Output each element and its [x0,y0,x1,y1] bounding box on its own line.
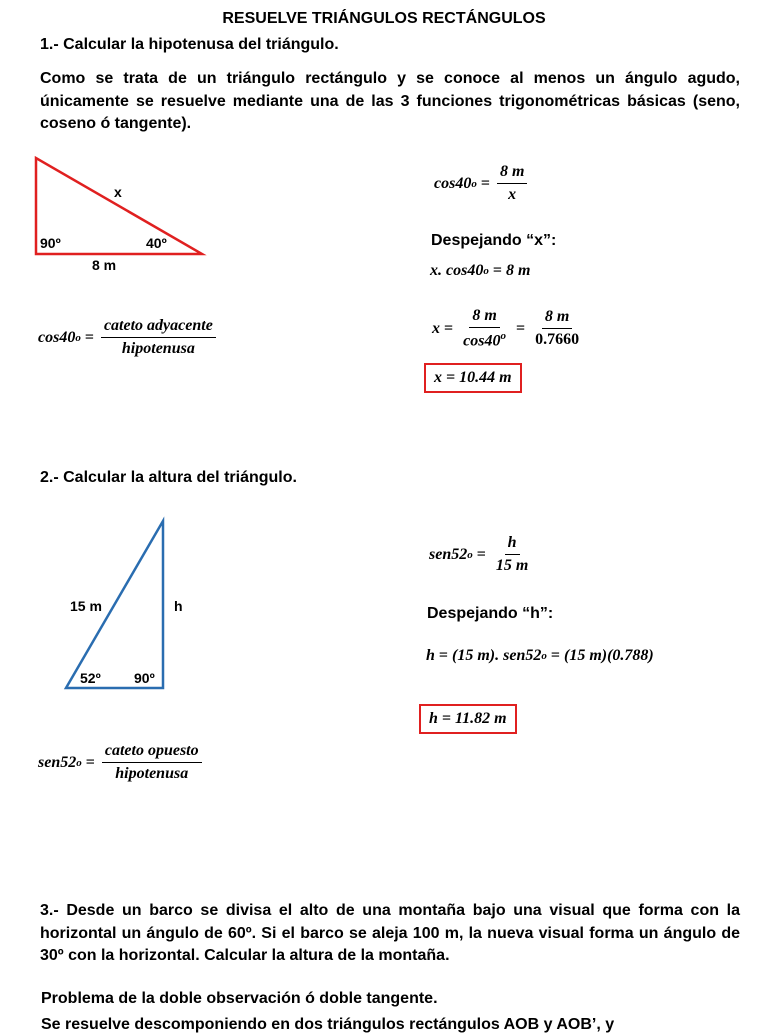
x-solution-equation: x = $\frac{8 m}{\cos 40^o}$ = $\frac{8 m}{0.7660}$ [432,307,580,350]
problem-3-heading: 3.- Desde un barco se divisa el alto de una montaña bajo una visual que forma con la horizontal un ángulo de 60º. Si el barco se aleja 100 m, la nueva visual forma un ángulo de 30º con la horizontal. Calcular la altura de la montaña. [40,902,740,964]
problem-3-cut-line: Se resuelve descomponiendo en dos triángulos rectángulos AOB y AOB’, y [41,1016,615,1033]
triangle-2-right-angle-label: 90º [134,670,155,686]
triangle-1-diagram [30,150,230,275]
sen-definition: sen52 o = $\frac{\text{cateto opuesto}}{\text{hipotenusa}}$ [38,742,205,783]
triangle-1-base-label: 8 m [92,257,117,273]
h-equation: h = (15 m). sen52 o = (15 m)(0.788) [426,647,654,664]
problem-3-subheading: Problema de la doble observación ó doble tangente. [41,990,438,1007]
x-equation: x. cos40 o = 8 m [430,262,531,279]
triangle-2-hyp-label: 15 m [70,598,102,614]
triangle-1-shape [36,158,202,254]
sen-equation: sen52 o = $\frac{h}{15 m}$ [429,534,529,574]
despejando-x-label: Despejando “x”: [431,232,557,249]
h-result-box: h = 11.82 m [419,704,517,734]
triangle-2-side-label: h [174,598,183,614]
cos-definition: cos40 o = $\frac{\text{cateto adyacente}}{\text{hipotenusa}}$ [38,317,219,358]
problem-1-intro: Como se trata de un triángulo rectángulo y se conoce al menos un ángulo agudo, únicamente se resuelve mediante una de las 3 funciones trigonométricas básicas (seno, coseno ó tangente). [40,70,740,132]
despejando-h-label: Despejando “h”: [427,605,554,622]
cos-equation: cos40 o = $\frac{8 m}{x}$ [434,163,530,204]
triangle-2-diagram [60,515,200,695]
triangle-1-angle-label: 40º [146,235,167,251]
problem-1-heading: 1.- Calcular la hipotenusa del triángulo. [40,36,339,53]
triangle-1-hyp-label: x [114,184,122,200]
page-title: RESUELVE TRIÁNGULOS RECTÁNGULOS [222,10,546,27]
x-result-box: x = 10.44 m [424,363,522,393]
triangle-1-right-angle-label: 90º [40,235,61,251]
problem-2-heading: 2.- Calcular la altura del triángulo. [40,469,297,486]
triangle-2-angle-label: 52º [80,670,101,686]
